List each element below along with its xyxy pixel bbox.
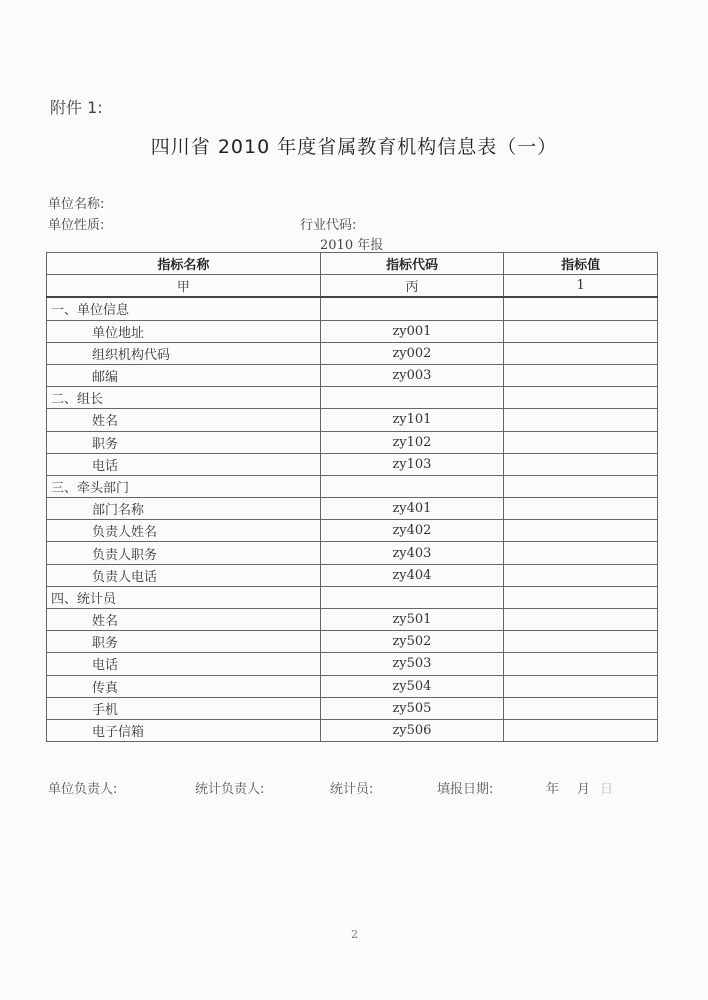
indicator-name: 邮编 [47, 364, 321, 386]
indicator-code: zy505 [320, 697, 503, 719]
indicator-code [320, 387, 503, 409]
header-indicator-name: 指标名称 [47, 253, 321, 275]
info-table [46, 252, 658, 742]
unit-head-signature: 单位负责人: [48, 782, 118, 797]
table-row [47, 697, 658, 719]
date-day: 日 [600, 782, 614, 797]
indicator-name: 负责人职务 [47, 542, 321, 564]
table-row [47, 297, 658, 320]
subheader-bing: 丙 [320, 275, 503, 298]
indicator-name: 传真 [47, 675, 321, 697]
table-row [47, 609, 658, 631]
indicator-code: zy102 [320, 431, 503, 453]
indicator-code: zy504 [320, 675, 503, 697]
date-year: 年 [546, 782, 560, 797]
indicator-code: zy503 [320, 653, 503, 675]
indicator-value[interactable] [504, 342, 658, 364]
attachment-label: 附件 1: [50, 98, 103, 117]
indicator-name: 职务 [47, 431, 321, 453]
table-row [47, 631, 658, 653]
indicator-value[interactable] [504, 364, 658, 386]
table-row [47, 542, 658, 564]
indicator-value[interactable] [504, 542, 658, 564]
section-label: 三、牵头部门 [47, 475, 321, 497]
subheader-jia: 甲 [47, 275, 321, 298]
indicator-code [320, 297, 503, 320]
table-row [47, 586, 658, 608]
table-row [47, 653, 658, 675]
table-row [47, 431, 658, 453]
indicator-value[interactable] [504, 498, 658, 520]
indicator-code: zy101 [320, 409, 503, 431]
indicator-code: zy003 [320, 364, 503, 386]
table-row [47, 520, 658, 542]
indicator-code: zy002 [320, 342, 503, 364]
page-number: 2 [351, 928, 358, 941]
table-row [47, 342, 658, 364]
indicator-code: zy402 [320, 520, 503, 542]
fill-date-label: 填报日期: [437, 782, 494, 797]
indicator-name: 姓名 [47, 609, 321, 631]
header-indicator-code: 指标代码 [320, 253, 503, 275]
indicator-value[interactable] [504, 387, 658, 409]
table-subheader-row [47, 275, 658, 298]
header-indicator-value: 指标值 [504, 253, 658, 275]
table-row [47, 364, 658, 386]
indicator-code [320, 586, 503, 608]
indicator-value[interactable] [504, 675, 658, 697]
indicator-code: zy404 [320, 564, 503, 586]
indicator-value[interactable] [504, 719, 658, 741]
stat-head-signature: 统计负责人: [195, 782, 265, 797]
indicator-code [320, 475, 503, 497]
section-label: 一、单位信息 [47, 297, 321, 320]
table-row [47, 453, 658, 475]
indicator-code: zy501 [320, 609, 503, 631]
indicator-name: 单位地址 [47, 320, 321, 342]
indicator-name: 电子信箱 [47, 719, 321, 741]
table-header-row [47, 253, 658, 275]
indicator-value[interactable] [504, 520, 658, 542]
indicator-value[interactable] [504, 609, 658, 631]
date-month: 月 [577, 782, 591, 797]
table-row [47, 498, 658, 520]
indicator-name: 电话 [47, 653, 321, 675]
section-label: 二、组长 [47, 387, 321, 409]
table-row [47, 387, 658, 409]
industry-code-field: 行业代码: [300, 218, 357, 233]
indicator-value[interactable] [504, 409, 658, 431]
indicator-name: 组织机构代码 [47, 342, 321, 364]
indicator-value[interactable] [504, 475, 658, 497]
indicator-value[interactable] [504, 297, 658, 320]
table-row [47, 320, 658, 342]
table-row [47, 564, 658, 586]
indicator-code: zy001 [320, 320, 503, 342]
indicator-value[interactable] [504, 631, 658, 653]
table-row [47, 719, 658, 741]
statistician-signature: 统计员: [330, 782, 374, 797]
indicator-value[interactable] [504, 431, 658, 453]
subheader-one: 1 [504, 275, 658, 298]
indicator-code: zy403 [320, 542, 503, 564]
unit-name-field: 单位名称: [48, 197, 105, 212]
indicator-name: 手机 [47, 697, 321, 719]
indicator-code: zy401 [320, 498, 503, 520]
indicator-value[interactable] [504, 564, 658, 586]
indicator-value[interactable] [504, 453, 658, 475]
table-row [47, 409, 658, 431]
indicator-name: 电话 [47, 453, 321, 475]
indicator-code: zy103 [320, 453, 503, 475]
indicator-value[interactable] [504, 320, 658, 342]
indicator-code: zy506 [320, 719, 503, 741]
indicator-value[interactable] [504, 653, 658, 675]
indicator-value[interactable] [504, 586, 658, 608]
unit-type-field: 单位性质: [48, 218, 105, 233]
indicator-name: 负责人电话 [47, 564, 321, 586]
indicator-name: 部门名称 [47, 498, 321, 520]
section-label: 四、统计员 [47, 586, 321, 608]
table-row [47, 475, 658, 497]
indicator-code: zy502 [320, 631, 503, 653]
indicator-value[interactable] [504, 697, 658, 719]
indicator-name: 职务 [47, 631, 321, 653]
page-title: 四川省 2010 年度省属教育机构信息表（一） [150, 136, 558, 158]
indicator-name: 负责人姓名 [47, 520, 321, 542]
indicator-name: 姓名 [47, 409, 321, 431]
report-year: 2010 年报 [320, 238, 384, 253]
table-row [47, 675, 658, 697]
